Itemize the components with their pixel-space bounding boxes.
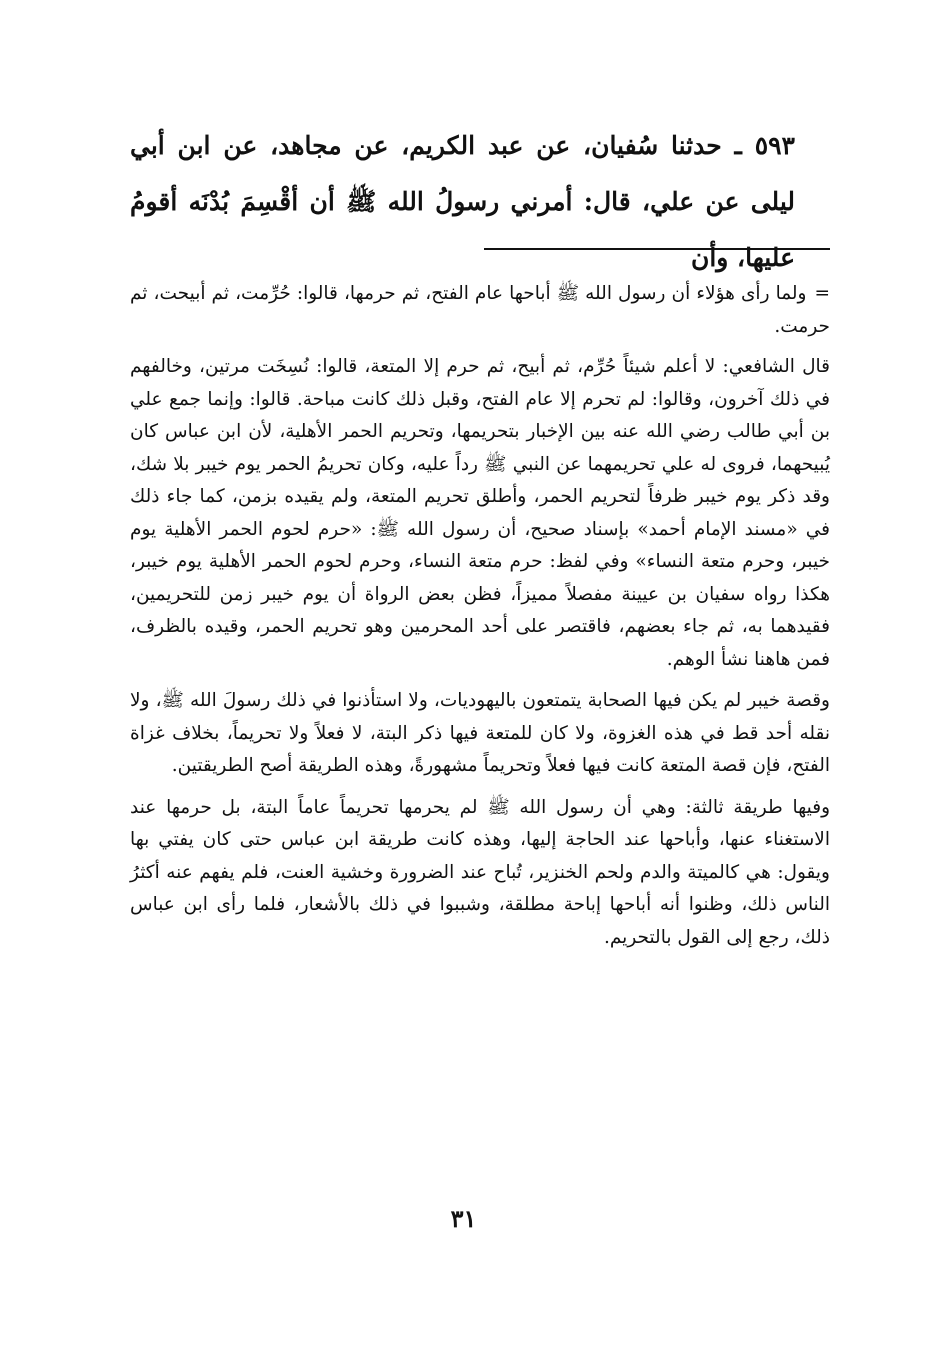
continuation-mark: = bbox=[814, 283, 830, 304]
footnotes bbox=[130, 278, 830, 963]
hadith-line-1: ـ حدثنا سُفيان، عن عبد الكريم، عن مجاهد، عن ابن أبي ليلى bbox=[130, 131, 795, 216]
hadith-number: ٥٩٣ bbox=[754, 131, 795, 160]
footnote-paragraph-0-text: ولما رأى هؤلاء أن رسول الله ﷺ أباحها عام الفتح، ثم حرمها، قالوا: حُرِّمت، ثم أبيحت، ثم حرمت. bbox=[130, 283, 830, 337]
footnote-paragraph-3: وفيها طريقة ثالثة: وهي أن رسول الله ﷺ لم يحرمها تحريماً عاماً البتة، بل حرمها عند الاستغناء عنها، وأباحها عند الحاجة إليها، وهذه كانت طريقة ابن عباس حتى كان يفتي بها ويقول: هي كالميتة والدم ولحم الخنزير، تُباح عند الضرورة وخشية العنت، فلم يفهم عنه أكثرُ الناس ذلك، وظنوا أنه أباحها إباحة مطلقة، وشببوا في ذلك بالأشعار، فلما رأى ابن عباس ذلك، رجع إلى القول بالتحريم. bbox=[130, 796, 830, 948]
footnote-paragraph-1: قال الشافعي: لا أعلم شيئاً حُرِّم، ثم أبيح، ثم حرم إلا المتعة، قالوا: نُسِخَت مرتين، وخالفهم في ذلك آخرون، وقالوا: لم تحرم إلا عام الفتح، وقبل ذلك كانت مباحة. قالوا: وإنما جمع علي بن أبي طالب رضي الله عنه بين الإخبار بتحريمها، وتحريم الحمر الأهلية، لأن ابن عباس كان يُبيحهما، فروى له علي تحريمهما عن النبي ﷺ رداً عليه، وكان تحريمُ الحمر يوم خيبر بلا شك، وقد ذكر يوم خيبر ظرفاً لتحريم الحمر، وأطلق تحريم المتعة، ولم يقيده بزمن، كما جاء ذلك في «مسند الإمام أحمد» بإسناد صحيح، أن رسول الله ﷺ: «حرم لحوم الحمر الأهلية يوم خيبر، وحرم متعة النساء» وفي لفظ: حرم متعة النساء، وحرم لحوم الحمر الأهلية يوم خيبر، هكذا رواه سفيان بن عيينة مفصلاً مميزاً، فظن بعض الرواة أن يوم خيبر زمن للتحريمين، فقيدهما به، ثم جاء بعضهم، فاقتصر على أحد المحرمين وهو تحريم الحمر، وقيده بالظرف، فمن هاهنا نشأ الوهم. bbox=[130, 356, 830, 670]
hadith-line-2: عن علي، قال: أمرني رسولُ الله ﷺ أن أقْسِمَ بُدْنَه أقومُ عليها، وأن bbox=[130, 187, 795, 272]
footnote-paragraph bbox=[130, 278, 830, 343]
main-hadith-text bbox=[130, 118, 795, 286]
footnote-paragraph-2: وقصة خيبر لم يكن فيها الصحابة يتمتعون باليهوديات، ولا استأذنوا في ذلك رسولَ الله ﷺ، ولا نقله أحد قط في هذه الغزوة، ولا كان للمتعة فيها ذكر البتة، لا فعلاً ولا تحريماً، بخلاف غزاة الفتح، فإن قصة المتعة كانت فيها فعلاً وتحريماً مشهورةً، وهذه الطريقة أصح الطريقتين. bbox=[130, 690, 830, 776]
page-number: ٣١ bbox=[450, 1204, 477, 1233]
footnote-divider bbox=[484, 248, 830, 250]
